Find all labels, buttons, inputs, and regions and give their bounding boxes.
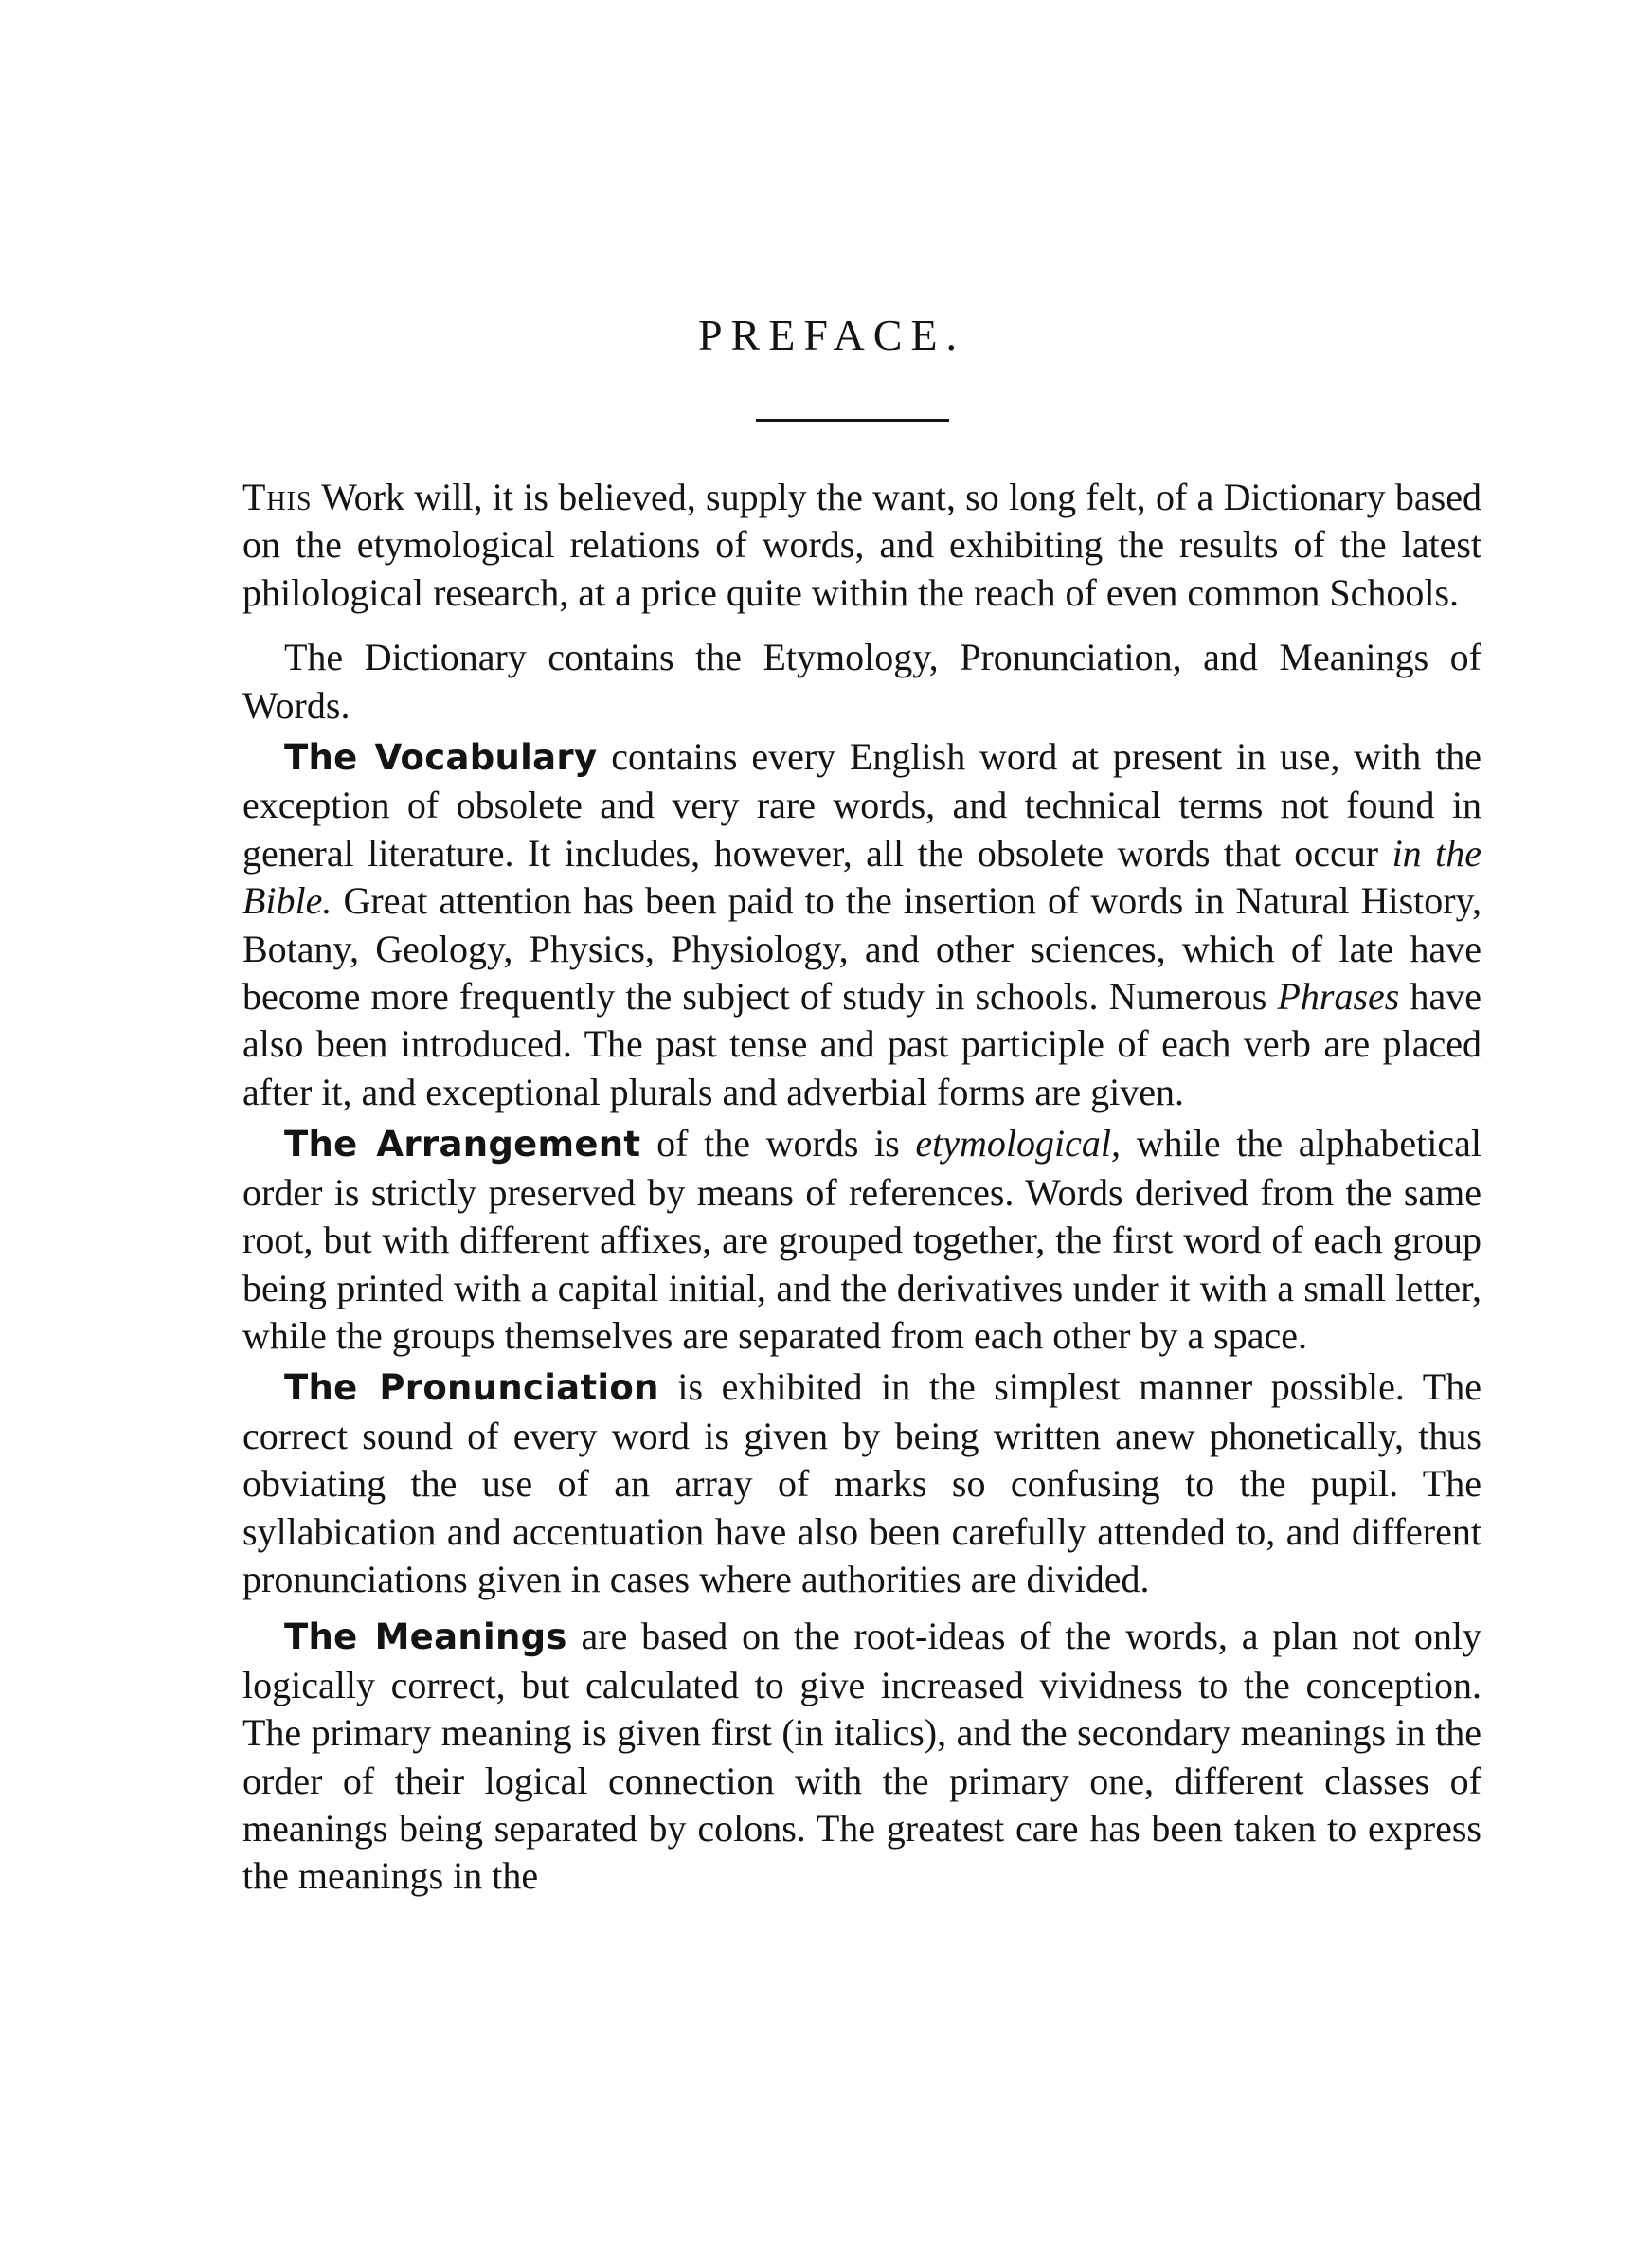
section-heading: The Arrangement: [284, 1124, 641, 1165]
paragraph-text: are based on the root-ideas of the words, a plan not only logically correct, but calculated to give increased vividness to the conception. The primary meaning is given first (in italics), and the secondary meanings in the order of their logical connection with the primary one, different classes of meanings being separated by colons. The greatest care has been taken to express the meanings in the: [242, 1615, 1481, 1898]
opening-word: This: [242, 476, 313, 518]
paragraph-arrangement: [242, 1120, 1481, 1360]
paragraph-vocabulary: [242, 733, 1481, 1116]
paragraph-meanings: [242, 1613, 1481, 1900]
preface-body: [242, 474, 1481, 1901]
paragraph-text: of the words is: [640, 1122, 916, 1165]
page-title: PREFACE.: [697, 311, 966, 359]
paragraph-text: while the alphabetical order is strictly preserved by means of references. Words derived from the same root, but with different affixes, are grouped together, the first word of each group being printed with a capital initial, and the derivatives under it with a small letter, while the groups themselves are separated from each other by a space.: [242, 1122, 1481, 1357]
paragraph-pronunciation: [242, 1363, 1481, 1603]
title-rule: [756, 419, 949, 422]
paragraph-text: have also been introduced. The past tense and past participle of each verb are placed after it, and exceptional plurals and adverbial forms are given.: [242, 975, 1481, 1113]
paragraph-intro: [242, 474, 1481, 617]
section-heading: The Pronunciation: [284, 1367, 659, 1409]
section-heading: The Vocabulary: [284, 737, 598, 779]
paragraph-text: The Dictionary contains the Etymology, Pronunciation, and Meanings of Words.: [242, 636, 1481, 727]
paragraph-text: Work will, it is believed, supply the want, so long felt, of a Dictionary based on the etymological relations of words, and exhibiting the results of the latest philological research, at a price quite within the reach of even common Schools.: [242, 476, 1481, 614]
paragraph-text: Great attention has been paid to the insertion of words in Natural History, Botany, Geology, Physics, Physiology, and other sciences, which of late have become more frequently the subject of study in schools. Numerous: [242, 879, 1481, 1019]
italic-phrase: in the Bible.: [242, 831, 1481, 923]
italic-phrase: Phrases: [1277, 975, 1400, 1019]
italic-phrase: etymological,: [915, 1122, 1122, 1165]
paragraph-text: is exhibited in the simplest manner possible. The correct sound of every word is given by being written anew phonetically, thus obviating the use of an array of marks so confusing to the pupil. The syllabication and accentuation have also been carefully attended to, and different pronunciations given in cases where authorities are divided.: [242, 1365, 1481, 1600]
section-heading: The Meanings: [284, 1616, 567, 1658]
paragraph-text: contains every English word at present in use, with the exception of obsolete and very rare words, and technical terms not found in general literature. It includes, however, all the obsolete words that occur: [242, 735, 1481, 875]
paragraph-contents: [242, 634, 1481, 730]
